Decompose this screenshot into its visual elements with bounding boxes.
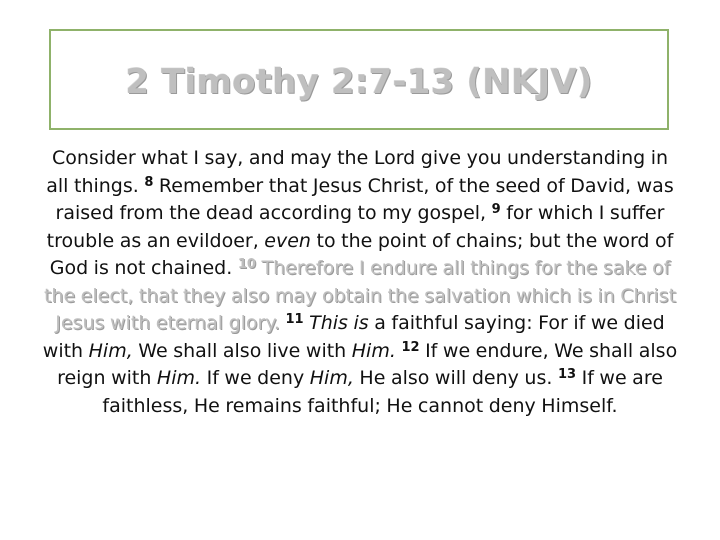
italic-text: Him,	[309, 367, 354, 389]
passage-text: a faithful saying: For if we died with	[42, 312, 665, 362]
italic-text: even	[264, 229, 311, 252]
title-box	[49, 29, 669, 130]
verse-number: 12	[401, 339, 420, 355]
verse-number: 13	[557, 367, 577, 382]
verse-number: 8	[144, 174, 154, 190]
passage-text: to the point of chains; but the word of God is not chained.	[49, 229, 674, 279]
passage-text: Remember that Jesus Christ, of the seed of David, was raised from the dead according to my gospel,	[55, 174, 674, 224]
passage-text: Consider what I say, and may the Lord give you understanding in all things.	[46, 147, 669, 197]
italic-text: Him.	[351, 339, 396, 362]
italic-text: Him.	[156, 367, 202, 389]
slide-title: 2 Timothy 2:7-13 (NKJV)	[125, 61, 593, 102]
passage-text: We shall also live with	[132, 339, 352, 362]
passage-text: for which I suffer trouble as an evildoer,	[46, 202, 665, 252]
verse-number: 9	[491, 202, 501, 217]
passage-text: Therefore I endure all things for the sake of the elect, that they also may obtain the salvation which is in Christ Jesus with eternal glory.	[43, 257, 677, 334]
passage-text: If we are faithless, He remains faithful; He cannot deny Himself.	[102, 367, 663, 417]
passage-text: If we endure, We shall also reign with	[57, 339, 678, 389]
italic-text: Him,	[88, 339, 133, 362]
passage-text: If we deny	[201, 367, 310, 389]
scripture-passage	[40, 145, 680, 420]
verse-number: 11	[285, 312, 304, 327]
italic-text: This is	[309, 312, 369, 334]
passage-text: He also will deny us.	[353, 367, 558, 389]
verse-number: 10	[237, 257, 256, 272]
